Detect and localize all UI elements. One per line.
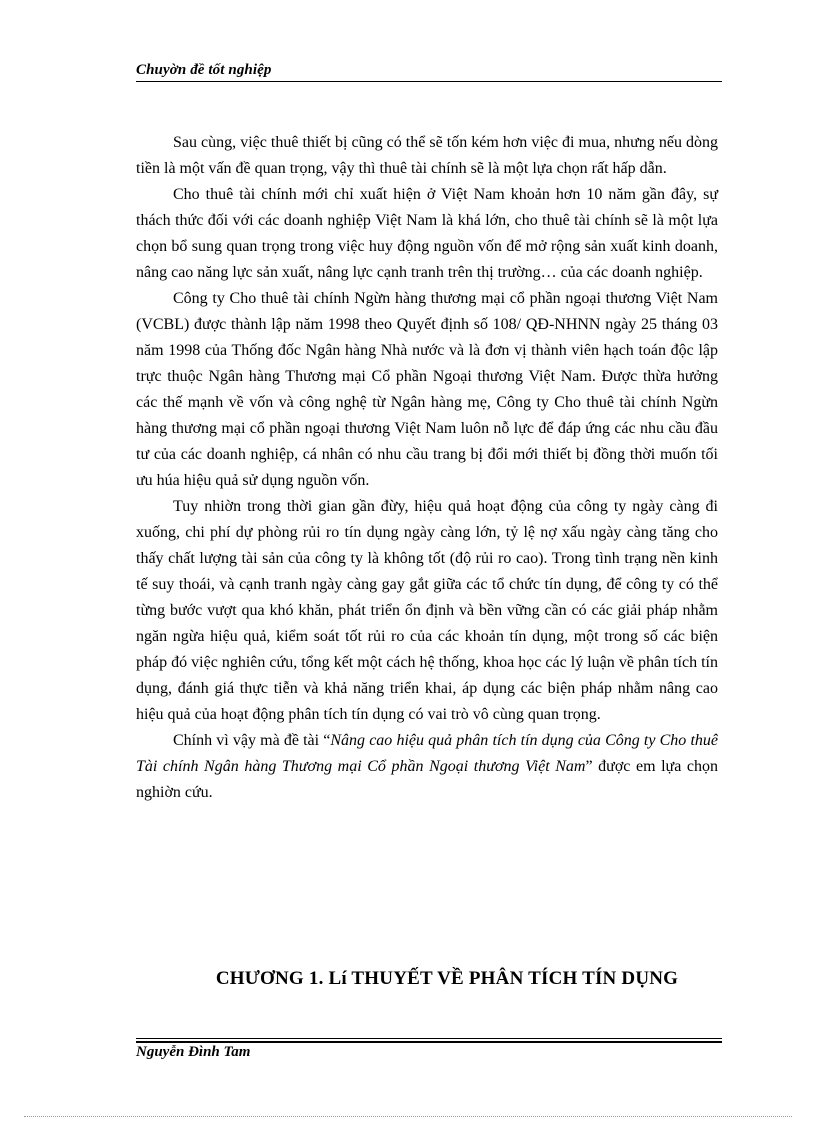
paragraph-4: Tuy nhiờn trong thời gian gần đừy, hiệu quả hoạt động của công ty ngày càng đi xuống, chi phí dự phòng rủi ro tín dụng ngày càng lớn, tỷ lệ nợ xấu ngày càng tăng cho thấy chất lượng tài sản của công ty là không tốt (độ rủi ro cao). Trong tình trạng nền kinh tế suy thoái, và cạnh tranh ngày càng gay gắt giữa các tổ chức tín dụng, để công ty có thể từng bước vượt qua khó khăn, phát triển ổn định và bền vững cần có các giải pháp nhằm ngăn ngừa hiệu quả, kiểm soát tốt rủi ro của các khoản tín dụng, một trong số các biện pháp đó việc nghiên cứu, tổng kết một cách hệ thống, khoa học các lý luận về phân tích tín dụng, đánh giá thực tiễn và khả năng triển khai, áp dụng các biện pháp nhằm nâng cao hiệu quả của hoạt động phân tích tín dụng có vai trò vô cùng quan trọng. [136, 498, 718, 723]
header-rule [136, 81, 722, 82]
footer-rule-thin [136, 1038, 722, 1039]
footer-rule-thick [136, 1041, 722, 1043]
paragraph-2: Cho thuê tài chính mới chỉ xuất hiện ở Việt Nam khoản hơn 10 năm gần đây, sự thách thức đối với các doanh nghiệp Việt Nam là khá lớn, cho thuê tài chính sẽ là một lựa chọn bổ sung quan trọng trong việc huy động nguồn vốn để mở rộng sản xuất kinh doanh, nâng cao năng lực sản xuất, nâng lực cạnh tranh trên thị trường… của các doanh nghiệp. [136, 186, 718, 281]
paragraph-5 [136, 728, 718, 806]
page-bottom-edge [24, 1116, 792, 1117]
paragraph-5-lead: Chính vì vậy mà đề tài “ [173, 732, 331, 749]
paragraph-1: Sau cùng, việc thuê thiết bị cũng có thể sẽ tốn kém hơn việc đi mua, nhưng nếu dòng tiền là một vấn đề quan trọng, vậy thì thuê tài chính sẽ là một lựa chọn rất hấp dẫn. [136, 134, 718, 177]
body-text [136, 130, 718, 806]
chapter-heading: CHƯƠNG 1. Lí THUYẾT VỀ PHÂN TÍCH TÍN DỤNG [215, 968, 679, 989]
running-header-title: Chuyờn đề tốt nghiệp [136, 62, 272, 78]
paragraph-5-tail: ” được em lựa chọn nghiờn cứu. [136, 758, 719, 801]
footer-author-name: Nguyễn Đình Tam [136, 1044, 251, 1060]
thesis-topic-title: Nâng cao hiệu quả phân tích tín dụng của Công ty Cho thuê Tài chính Ngân hàng Thương mại Cổ phần Ngoại thương Việt Nam [136, 732, 718, 775]
paragraph-3: Công ty Cho thuê tài chính Ngừn hàng thương mại cổ phần ngoại thương Việt Nam (VCBL) được thành lập năm 1998 theo Quyết định số 108/ QĐ-NHNN ngày 25 tháng 03 năm 1998 của Thống đốc Ngân hàng Nhà nước và là đơn vị thành viên hạch toán độc lập trực thuộc Ngân hàng Thương mại Cổ phần Ngoại thương Việt Nam. Được thừa hưởng các thế mạnh về vốn và công nghệ từ Ngân hàng mẹ, Công ty Cho thuê tài chính Ngừn hàng thương mại cổ phần ngoại thương Việt Nam luôn nỗ lực để đáp ứng các nhu cầu đầu tư của các doanh nghiệp, cá nhân có nhu cầu trang bị đổi mới thiết bị đồng thời muốn tối ưu húa hiệu quả sử dụng nguồn vốn. [136, 290, 718, 489]
